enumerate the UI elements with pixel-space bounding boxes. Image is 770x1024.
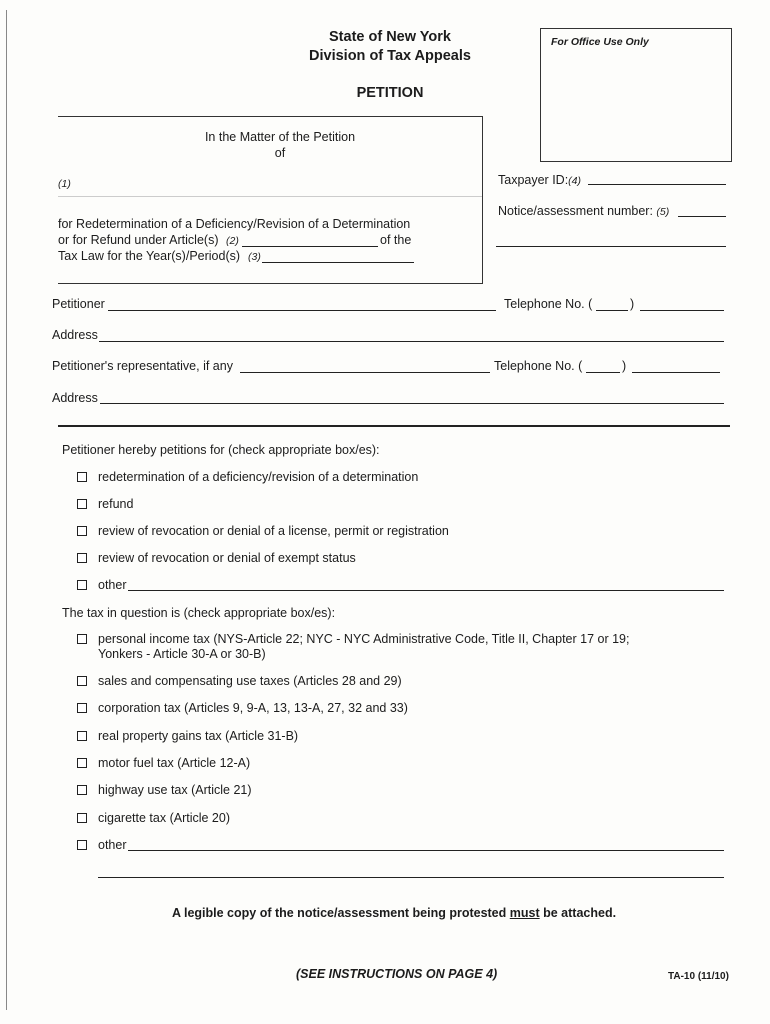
marker-4: (4) (568, 175, 582, 187)
option-other-tax: other (98, 838, 127, 852)
rep-area-code-field[interactable] (586, 372, 620, 373)
matter-line2: of (274, 146, 286, 160)
instructions-note: (SEE INSTRUCTIONS ON PAGE 4) (296, 967, 498, 981)
period-field[interactable] (262, 262, 414, 263)
option-corporation-tax: corporation tax (Articles 9, 9-A, 13, 13-A, 27, 32 and 33) (98, 701, 408, 715)
option-sales-tax: sales and compensating use taxes (Articles 28 and 29) (98, 674, 402, 688)
option-refund: refund (98, 497, 134, 511)
option-license: review of revocation or denial of a license, permit or registration (98, 524, 449, 538)
marker-2: (2) (226, 235, 239, 247)
taxpayer-id-label: Taxpayer ID:(4) (498, 173, 582, 187)
other-petition-field[interactable] (128, 590, 724, 591)
area-code-field[interactable] (596, 310, 628, 311)
option-personal-income-cont: Yonkers - Article 30-A or 30-B) (98, 647, 266, 661)
division-title: Division of Tax Appeals (309, 48, 471, 64)
checkbox-cigarette[interactable] (77, 813, 87, 823)
telephone-field[interactable] (640, 310, 724, 311)
checkbox-highway-use[interactable] (77, 785, 87, 795)
office-use-label: For Office Use Only (551, 36, 649, 48)
redetermination-text: for Redetermination of a Deficiency/Revision of a Determination (58, 217, 411, 231)
telephone-close: ) (630, 297, 635, 311)
notice-number-label: Notice/assessment number: (5) (498, 204, 670, 218)
taxpayer-id-field[interactable] (588, 184, 726, 185)
checkbox-corporation-tax[interactable] (77, 703, 87, 713)
checkbox-other-tax[interactable] (77, 840, 87, 850)
option-highway-use: highway use tax (Article 21) (98, 783, 252, 797)
notice-number-field[interactable] (678, 216, 726, 217)
petition-types-heading: Petitioner hereby petitions for (check appropriate box/es): (62, 443, 380, 457)
checkbox-sales-tax[interactable] (77, 676, 87, 686)
scan-edge (6, 10, 7, 1010)
checkbox-refund[interactable] (77, 499, 87, 509)
petitioner-name-line (58, 196, 482, 197)
option-motor-fuel: motor fuel tax (Article 12-A) (98, 756, 251, 770)
checkbox-redetermination[interactable] (77, 472, 87, 482)
state-title: State of New York (329, 29, 451, 45)
checkbox-other-petition[interactable] (77, 580, 87, 590)
checkbox-personal-income[interactable] (77, 634, 87, 644)
of-the-text: of the (380, 233, 412, 247)
other-tax-field[interactable] (128, 850, 724, 851)
rep-telephone-label: Telephone No. ( (494, 359, 583, 373)
representative-label: Petitioner's representative, if any (52, 359, 233, 373)
attachment-notice (0, 906, 770, 920)
notice-text-before: A legible copy of the notice/assessment being protested (171, 906, 507, 920)
section-divider (58, 425, 730, 427)
rep-telephone-close: ) (622, 359, 627, 373)
checkbox-exempt-status[interactable] (77, 553, 87, 563)
notice-number-field-2[interactable] (496, 246, 726, 247)
marker-5: (5) (656, 206, 670, 218)
petitioner-field[interactable] (108, 310, 496, 311)
option-real-property: real property gains tax (Article 31-B) (98, 729, 299, 743)
article-field[interactable] (242, 246, 378, 247)
checkbox-real-property[interactable] (77, 731, 87, 741)
option-redetermination: redetermination of a deficiency/revision of a determination (98, 470, 419, 484)
matter-line1: In the Matter of the Petition (204, 130, 356, 144)
option-personal-income: personal income tax (NYS-Article 22; NYC - NYC Administrative Code, Title II, Chapter 17 or 19; (98, 632, 630, 646)
petitioner-label: Petitioner (52, 297, 105, 311)
office-use-box (540, 28, 732, 162)
notice-must: must (509, 906, 540, 920)
representative-field[interactable] (240, 372, 490, 373)
marker-3: (3) (248, 251, 261, 263)
tax-law-text: Tax Law for the Year(s)/Period(s) (58, 249, 241, 263)
address-field[interactable] (99, 341, 724, 342)
telephone-label: Telephone No. ( (504, 297, 593, 311)
refund-text: or for Refund under Article(s) (58, 233, 219, 247)
form-id: TA-10 (11/10) (668, 971, 729, 982)
checkbox-motor-fuel[interactable] (77, 758, 87, 768)
checkbox-license[interactable] (77, 526, 87, 536)
address-label: Address (52, 328, 98, 342)
notice-text-after: be attached. (543, 906, 617, 920)
option-exempt-status: review of revocation or denial of exempt status (98, 551, 356, 565)
tax-types-heading: The tax in question is (check appropriate box/es): (62, 606, 336, 620)
page-title: PETITION (356, 85, 424, 101)
rep-address-field[interactable] (100, 403, 724, 404)
rep-telephone-field[interactable] (632, 372, 720, 373)
marker-1: (1) (58, 178, 71, 190)
option-cigarette: cigarette tax (Article 20) (98, 811, 230, 825)
rep-address-label: Address (52, 391, 98, 405)
option-other-petition: other (98, 578, 127, 592)
other-tax-field-2[interactable] (98, 877, 724, 878)
